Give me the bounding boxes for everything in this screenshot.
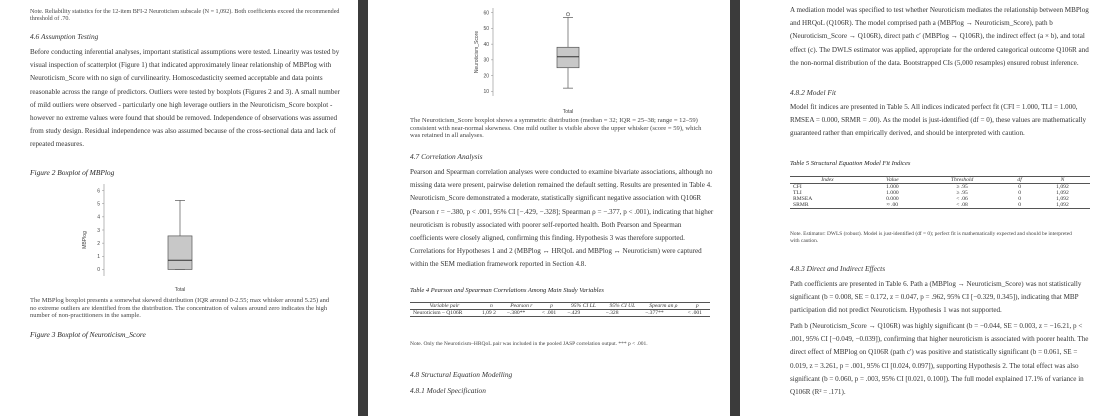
- neuroticism-boxplot-description: The Neuroticism_Score boxplot shows a symmetric distribution (median = 32; IQR = 25–38; range = 12–59) consistent with near-normal skewness. One mild outlier is visible above the upper whisker (score = 59), which was retained in all analyses.: [410, 117, 702, 140]
- table-4-header-row: [410, 303, 710, 310]
- y-tick-label: 2: [97, 240, 100, 247]
- section-heading-effects: 4.8.3 Direct and Indirect Effects: [790, 264, 886, 273]
- table-5-header-cell: Value: [886, 177, 899, 183]
- table-cell: 1.000: [886, 190, 899, 196]
- document-page-2: [368, 0, 730, 416]
- table-cell: CFI: [793, 184, 802, 190]
- path-a-paragraph: Path coefficients are presented in Table 6. Path a (MBPlog → Neuroticism_Score) was not statistically significant (b = 0.008, SE = 0.172, z = 0.047, p = .962, 95% CI [−0.329, 0.345]), indicating that MBP participation did not predict Neuroticism. Hypothesis 1 was not supported.: [790, 280, 1082, 315]
- y-tick-label: 6: [97, 188, 100, 195]
- table-cell: ≈ .00: [886, 202, 899, 208]
- table-4-header-cell: Spearm an ρ: [649, 303, 678, 309]
- section-heading-assumption-testing: 4.6 Assumption Testing: [30, 32, 99, 41]
- table-cell: 0: [1018, 196, 1021, 202]
- boxplot-neuroticism-box: [557, 13, 579, 88]
- y-tick-label: 1: [97, 254, 100, 261]
- section-heading-model-fit: 4.8.2 Model Fit: [790, 88, 836, 97]
- table-cell: 0.000: [886, 196, 899, 202]
- table-4-header-cell: Pearson r: [510, 303, 533, 309]
- y-tick-label: 0: [97, 267, 100, 274]
- table-cell: 1,092: [1056, 202, 1069, 208]
- boxplot-mbplog-ylabel: MBPlog: [82, 231, 88, 249]
- table-cell: < .08: [956, 202, 968, 208]
- table-5-caption: Table 5 Structural Equation Model Fit Indices: [790, 160, 911, 167]
- table-4-header-cell: n: [489, 303, 493, 309]
- section-heading-correlation: 4.7 Correlation Analysis: [410, 152, 483, 161]
- y-tick-label: 40: [483, 41, 489, 48]
- boxplot-mbplog-xlabel: Total: [174, 287, 186, 293]
- table-cell: 1.000: [886, 184, 899, 190]
- table-5-body: [790, 184, 1090, 209]
- table-cell: 1,092: [1056, 190, 1069, 196]
- table-5-header-row: [790, 177, 1090, 184]
- table-cell: RMSEA: [793, 196, 813, 202]
- section-heading-model-spec: 4.8.1 Model Specification: [410, 386, 486, 395]
- y-tick-label: 4: [97, 214, 100, 221]
- table-cell: −.380**: [506, 310, 526, 316]
- table-cell: 1,092: [1056, 196, 1069, 202]
- table-5-header-cell: Index: [821, 177, 834, 183]
- table-cell: Neuroticism – Q106R: [413, 310, 463, 316]
- model-fit-paragraph: Model fit indices are presented in Table 5. All indices indicated perfect fit (CFI = 1.000, TLI = 1.000, RMSEA = 0.000, SRMR = .00). As the model is just-identified (df = 0), these values are mathematically guaranteed rather than empirically derived, and should be interpreted with caution.: [790, 103, 1087, 138]
- iqr-box: [168, 236, 192, 270]
- path-b-paragraph: Path b (Neuroticism_Score → Q106R) was highly significant (b = −0.044, SE = 0.003, z = −16.21, p < .001, 95% CI [−0.049, −0.039]), confirming that higher neuroticism is associated with poorer health. The direct effect of MBPlog on Q106R (path c′) was positive and statistically significant (b = 0.061, SE = 0.019, z = 3.261, p = .001, 95% CI [0.024, 0.097]), supporting Hypothesis 2. The total effect was also significant (b = 0.060, p = .003, 95% CI [0.021, 0.100]). The full model explained 17.1% of variance in Q106R (R² = .171).: [790, 322, 1089, 397]
- boxplot-neuroticism-xlabel: Total: [562, 109, 574, 115]
- table-cell: < .001: [541, 310, 557, 316]
- table-cell: ≥ .95: [956, 184, 968, 190]
- boxplot-neuroticism-ylabel: Neuroticism_Score: [474, 30, 480, 74]
- table-cell: 1,09 2: [481, 310, 496, 316]
- table-5-header-cell: df: [1017, 177, 1022, 183]
- table-4-caption: Table 4 Pearson and Spearman Correlations Among Main Study Variables: [410, 287, 604, 294]
- table-4-header-cell: 95% CI LL: [570, 303, 596, 309]
- mbplog-boxplot-description: The MBPlog boxplot presents a somewhat skewed distribution (IQR around 0-2.55; max whisker around 5.25) and no extreme outliers are identified from the distribution. The concentration of values around zero indicates the high number of non-practitioners in the sample.: [30, 297, 330, 320]
- table-cell: −.429: [567, 310, 581, 316]
- correlation-paragraph: Pearson and Spearman correlation analyses were conducted to examine bivariate associations, although no missing data were present, pairwise deletion remained the default setting. Results are presented in Table 4. Neuroticism_Score demonstrated a moderate, statistically significant negative association with Q106R (Pearson r = −.380, p < .001, 95% CI [−.429, −.328]; Spearman ρ = −.377, p < .001), indicating that higher neuroticism is robustly associated with poorer self-reported health. Both Pearson and Spearman coefficients were closely aligned, confirming this finding. Hypothesis 3 was therefore supported. Correlations for Hypotheses 1 and 2 (MBPlog ↔ HRQoL and MBPlog ↔ Neuroticism) were captured within the SEM mediation framework reported in Section 4.8.: [410, 168, 714, 269]
- table-4-header-cell: p: [550, 303, 553, 309]
- table-cell: < .06: [956, 196, 968, 202]
- table-4: [410, 302, 710, 317]
- table-5-header-cell: N: [1060, 177, 1065, 183]
- table-cell: < .001: [687, 310, 702, 316]
- boxplot-neuroticism: [448, 4, 648, 116]
- table-5-header-cell: Threshold: [950, 177, 974, 183]
- table-row: [410, 310, 710, 317]
- figure-3-caption: Figure 3 Boxplot of Neuroticism_Score: [30, 330, 146, 339]
- y-tick-label: 50: [483, 26, 489, 33]
- document-page-3: [740, 0, 1100, 416]
- boxplot-mbplog-box: [168, 200, 192, 269]
- table-cell: 1,092: [1056, 184, 1069, 190]
- document-page-1: [0, 0, 358, 416]
- table-cell: 0: [1018, 190, 1021, 196]
- table-row: [790, 202, 1090, 209]
- table-cell: 0: [1018, 202, 1021, 208]
- y-tick-label: 30: [483, 57, 489, 64]
- table-cell: ≥ .95: [956, 190, 968, 196]
- reliability-note: Note. Reliability statistics for the 12-item BFI-2 Neuroticism subscale (N = 1,092). Both coefficients exceed the recommended threshold of .70.: [30, 9, 340, 23]
- table-4-header-cell: 95% CI UL: [609, 303, 636, 309]
- table-cell: −.328: [605, 310, 619, 316]
- y-tick-label: 3: [97, 227, 100, 234]
- y-tick-label: 60: [483, 10, 489, 17]
- table-5: [790, 176, 1090, 209]
- y-tick-label: 20: [483, 73, 489, 80]
- table-cell: TLI: [793, 190, 802, 196]
- table-4-header-cell: Variable pair: [429, 303, 460, 309]
- boxplot-mbplog: [80, 180, 280, 294]
- figure-2-caption: Figure 2 Boxplot of MBPlog: [30, 168, 115, 177]
- assumption-testing-paragraph: Before conducting inferential analyses, important statistical assumptions were tested. Linearity was tested by visual inspection of scatterplot (Figure 1) that indicated approximately linear relationship of MBPlog with Neuroticism_Score with no sign of curvilinearity. Homoscedasticity seemed acceptable and data points reasonable across the range of predictors. Outliers were tested by boxplots (Figures 2 and 3). A small number of mild outliers were observed - particularly one high leverage outliers in the Neuroticism_Score boxplot - however no extreme values were found that should be removed. Independence of observations was assumed from study design. Residual independence was also assumed because of the cross-sectional data and lack of repeated measures.: [30, 48, 340, 149]
- y-tick-label: 5: [97, 201, 100, 208]
- table-5-note: Note. Estimator: DWLS (robust). Model is just-identified (df = 0); perfect fit is mathematically expected and should be interpreted with caution.: [790, 231, 1072, 244]
- model-specification-paragraph: A mediation model was specified to test whether Neuroticism mediates the relationship between MBPlog and HRQoL (Q106R). The model comprised path a (MBPlog → Neuroticism_Score), path b (Neuroticism_Score → Q106R), direct path c′ (MBPlog → Q106R), the indirect effect (a × b), and total effect (c). The DWLS estimator was applied, appropriate for the ordered categorical outcome Q106R and the non-normal distribution of the data. Bootstrapped CIs (5,000 resamples) ensured robust inference.: [790, 6, 1089, 67]
- boxplot-neuroticism-ticks: [483, 11, 493, 96]
- table-4-note: Note. Only the Neuroticism–HRQoL pair was included in the pooled JASP correlation output. *** p < .001.: [410, 341, 648, 347]
- boxplot-mbplog-ticks: [97, 188, 104, 273]
- table-cell: SRMR: [793, 202, 809, 208]
- table-cell: −.377**: [645, 310, 664, 316]
- section-heading-sem: 4.8 Structural Equation Modelling: [410, 370, 513, 379]
- outlier-point: [566, 13, 569, 16]
- iqr-box: [557, 47, 579, 67]
- y-tick-label: 10: [483, 89, 489, 96]
- table-4-header-cell: p: [695, 303, 699, 309]
- table-cell: 0: [1018, 184, 1021, 190]
